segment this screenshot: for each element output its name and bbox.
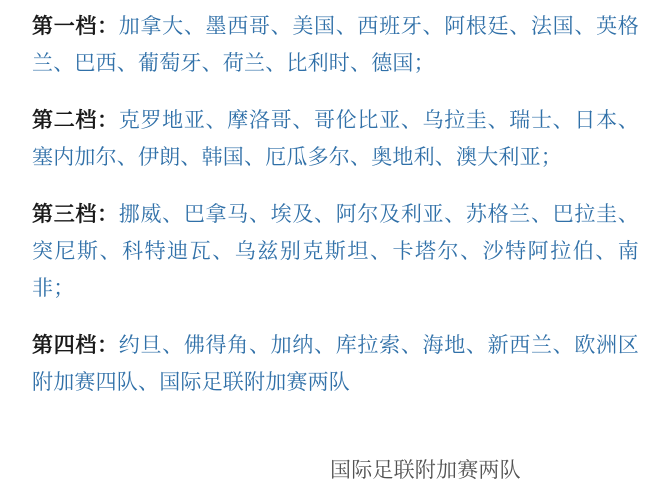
pot-4-teams: 约旦、佛得角、加纳、库拉索、海地、新西兰、欧洲区附加赛四队、国际足联附加赛两队 (32, 334, 639, 394)
paragraph-pot-2 (32, 102, 639, 176)
paragraph-pot-1 (32, 8, 639, 82)
paragraph-pot-3 (32, 196, 639, 307)
pot-2-teams: 克罗地亚、摩洛哥、哥伦比亚、乌拉圭、瑞士、日本、塞内加尔、伊朗、韩国、厄瓜多尔、奥地利、澳大利亚； (32, 109, 639, 169)
overlay-duplicate-text: 国际足联附加赛两队 (330, 459, 521, 482)
paragraph-pot-4 (32, 327, 639, 401)
pot-4-label: 第四档： (32, 334, 119, 357)
pot-3-teams: 挪威、巴拿马、埃及、阿尔及利亚、苏格兰、巴拉圭、突尼斯、科特迪瓦、乌兹别克斯坦、卡塔尔、沙特阿拉伯、南非； (32, 203, 639, 300)
pot-1-label: 第一档： (32, 15, 119, 38)
pot-1-teams: 加拿大、墨西哥、美国、西班牙、阿根廷、法国、英格兰、巴西、葡萄牙、荷兰、比利时、德国； (32, 15, 639, 75)
pot-2-label: 第二档： (32, 109, 119, 132)
pot-3-label: 第三档： (32, 203, 119, 226)
